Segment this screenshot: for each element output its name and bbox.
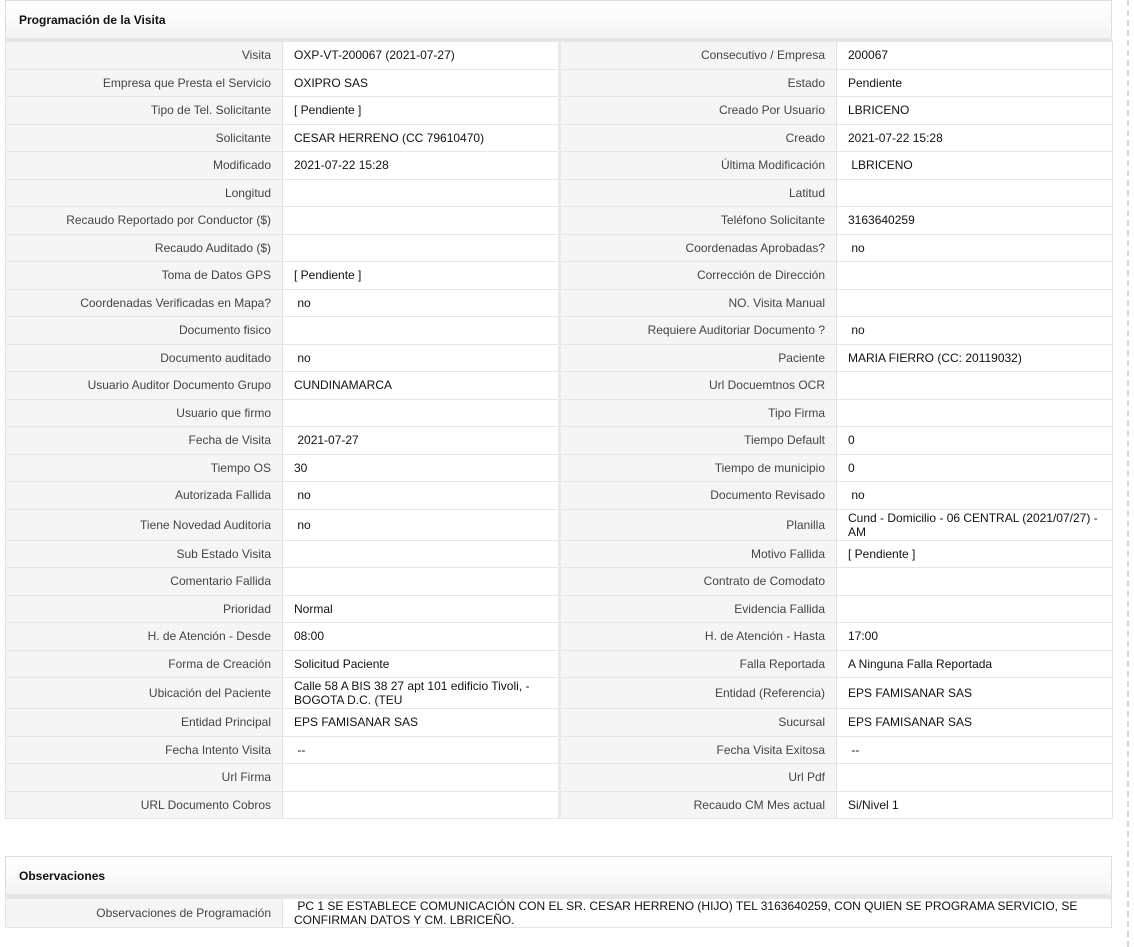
field-label: Sucursal <box>560 709 837 737</box>
field-label: Url Docuemtnos OCR <box>560 372 837 400</box>
field-value: [ Pendiente ] <box>837 540 1113 568</box>
field-label: Latitud <box>560 179 837 207</box>
field-label: Entidad (Referencia) <box>560 678 837 709</box>
field-label: Recaudo Reportado por Conductor ($) <box>6 207 283 235</box>
field-label: Prioridad <box>6 595 283 623</box>
field-value <box>837 595 1113 623</box>
field-label: Paciente <box>560 344 837 372</box>
field-label: Motivo Fallida <box>560 540 837 568</box>
field-row <box>6 568 1113 596</box>
field-row <box>6 179 1113 207</box>
field-value: Si/Nivel 1 <box>837 791 1113 819</box>
field-label: Tiempo de municipio <box>560 454 837 482</box>
field-value: CUNDINAMARCA <box>283 372 560 400</box>
field-row <box>6 427 1113 455</box>
field-row <box>6 317 1113 345</box>
field-row <box>6 764 1113 792</box>
field-value: LBRICENO <box>837 97 1113 125</box>
field-label: Fecha Intento Visita <box>6 736 283 764</box>
field-label: Url Firma <box>6 764 283 792</box>
field-value: A Ninguna Falla Reportada <box>837 650 1113 678</box>
field-row <box>6 207 1113 235</box>
field-label: Tiene Novedad Auditoria <box>6 509 283 540</box>
field-value: no <box>283 289 560 317</box>
field-label: Forma de Creación <box>6 650 283 678</box>
field-value: Pendiente <box>837 69 1113 97</box>
field-label: Entidad Principal <box>6 709 283 737</box>
field-value <box>837 764 1113 792</box>
page-divider <box>1127 0 1129 947</box>
field-label: Fecha Visita Exitosa <box>560 736 837 764</box>
field-label: Recaudo CM Mes actual <box>560 791 837 819</box>
field-value <box>837 568 1113 596</box>
field-value: 0 <box>837 454 1113 482</box>
programacion-header: Programación de la Visita <box>5 0 1112 38</box>
field-value: OXIPRO SAS <box>283 69 560 97</box>
field-row <box>6 650 1113 678</box>
field-value: -- <box>283 736 560 764</box>
field-value <box>283 540 560 568</box>
field-label: Última Modificación <box>560 152 837 180</box>
field-label: Documento fisico <box>6 317 283 345</box>
field-value: no <box>283 509 560 540</box>
field-value: OXP-VT-200067 (2021-07-27) <box>283 42 560 70</box>
field-value: CESAR HERRENO (CC 79610470) <box>283 124 560 152</box>
field-row <box>6 152 1113 180</box>
field-label: Toma de Datos GPS <box>6 262 283 290</box>
field-row <box>6 42 1113 70</box>
field-value <box>283 179 560 207</box>
field-value: 08:00 <box>283 623 560 651</box>
observaciones-header: Observaciones <box>5 856 1112 894</box>
observaciones-label: Observaciones de Programación <box>6 899 283 928</box>
field-row <box>6 736 1113 764</box>
field-value: 0 <box>837 427 1113 455</box>
field-value: no <box>283 344 560 372</box>
field-row <box>6 509 1113 540</box>
field-value: no <box>837 234 1113 262</box>
field-row <box>6 791 1113 819</box>
field-value: EPS FAMISANAR SAS <box>837 709 1113 737</box>
field-label: Documento auditado <box>6 344 283 372</box>
field-label: Teléfono Solicitante <box>560 207 837 235</box>
field-label: Estado <box>560 69 837 97</box>
field-value: 2021-07-22 15:28 <box>837 124 1113 152</box>
field-value <box>837 289 1113 317</box>
field-value: 30 <box>283 454 560 482</box>
field-value <box>283 207 560 235</box>
field-label: Requiere Auditoriar Documento ? <box>560 317 837 345</box>
field-row <box>6 678 1113 709</box>
field-label: Autorizada Fallida <box>6 482 283 510</box>
field-row <box>6 262 1113 290</box>
observaciones-value: PC 1 SE ESTABLECE COMUNICACIÓN CON EL SR. CESAR HERRENO (HIJO) TEL 3163640259, CON QUIEN SE PROGRAMA SERVICIO, SE CONFIRMAN DATOS Y CM. LBRICEÑO. <box>283 899 1112 928</box>
field-label: Url Pdf <box>560 764 837 792</box>
field-label: Coordenadas Verificadas en Mapa? <box>6 289 283 317</box>
field-row <box>6 623 1113 651</box>
field-value <box>283 399 560 427</box>
field-row <box>6 124 1113 152</box>
programacion-panel <box>5 0 1112 819</box>
field-label: Ubicación del Paciente <box>6 678 283 709</box>
field-value: EPS FAMISANAR SAS <box>837 678 1113 709</box>
field-label: Longitud <box>6 179 283 207</box>
field-value: Calle 58 A BIS 38 27 apt 101 edificio Tivoli, - BOGOTA D.C. (TEU <box>283 678 560 709</box>
field-label: Empresa que Presta el Servicio <box>6 69 283 97</box>
field-value: Solicitud Paciente <box>283 650 560 678</box>
field-value: no <box>283 482 560 510</box>
field-label: Documento Revisado <box>560 482 837 510</box>
field-value <box>283 764 560 792</box>
field-label: Tipo Firma <box>560 399 837 427</box>
field-value: -- <box>837 736 1113 764</box>
field-label: Planilla <box>560 509 837 540</box>
field-value: 2021-07-22 15:28 <box>283 152 560 180</box>
field-label: Comentario Fallida <box>6 568 283 596</box>
field-row <box>6 372 1113 400</box>
field-value: no <box>837 317 1113 345</box>
field-value: no <box>837 482 1113 510</box>
field-row <box>6 234 1113 262</box>
field-value <box>283 791 560 819</box>
field-label: Creado <box>560 124 837 152</box>
field-value: LBRICENO <box>837 152 1113 180</box>
field-value <box>283 317 560 345</box>
field-label: H. de Atención - Desde <box>6 623 283 651</box>
field-value <box>837 372 1113 400</box>
field-value <box>837 262 1113 290</box>
observaciones-row <box>6 899 1112 928</box>
field-label: Tiempo OS <box>6 454 283 482</box>
programacion-table <box>5 41 1113 819</box>
field-label: Tiempo Default <box>560 427 837 455</box>
field-label: Consecutivo / Empresa <box>560 42 837 70</box>
field-label: Coordenadas Aprobadas? <box>560 234 837 262</box>
field-label: Creado Por Usuario <box>560 97 837 125</box>
field-row <box>6 399 1113 427</box>
observaciones-table <box>5 898 1112 928</box>
field-value <box>837 399 1113 427</box>
field-label: Corrección de Dirección <box>560 262 837 290</box>
field-value: Cund - Domicilio - 06 CENTRAL (2021/07/27) - AM <box>837 509 1113 540</box>
field-value: Normal <box>283 595 560 623</box>
field-label: Tipo de Tel. Solicitante <box>6 97 283 125</box>
field-row <box>6 344 1113 372</box>
field-label: Solicitante <box>6 124 283 152</box>
field-row <box>6 97 1113 125</box>
field-value: 3163640259 <box>837 207 1113 235</box>
field-value <box>283 568 560 596</box>
field-label: Usuario Auditor Documento Grupo <box>6 372 283 400</box>
field-value: 2021-07-27 <box>283 427 560 455</box>
field-value <box>283 234 560 262</box>
field-label: Falla Reportada <box>560 650 837 678</box>
observaciones-panel <box>5 856 1112 928</box>
field-row <box>6 69 1113 97</box>
field-value: [ Pendiente ] <box>283 262 560 290</box>
field-label: Evidencia Fallida <box>560 595 837 623</box>
field-label: Visita <box>6 42 283 70</box>
field-value: 17:00 <box>837 623 1113 651</box>
field-label: URL Documento Cobros <box>6 791 283 819</box>
field-label: Sub Estado Visita <box>6 540 283 568</box>
field-value <box>837 179 1113 207</box>
field-row <box>6 709 1113 737</box>
field-row <box>6 454 1113 482</box>
field-value: 200067 <box>837 42 1113 70</box>
field-row <box>6 540 1113 568</box>
field-label: Fecha de Visita <box>6 427 283 455</box>
field-row <box>6 595 1113 623</box>
field-value: [ Pendiente ] <box>283 97 560 125</box>
field-label: Contrato de Comodato <box>560 568 837 596</box>
field-row <box>6 289 1113 317</box>
field-label: Usuario que firmo <box>6 399 283 427</box>
field-label: NO. Visita Manual <box>560 289 837 317</box>
field-label: Modificado <box>6 152 283 180</box>
field-label: H. de Atención - Hasta <box>560 623 837 651</box>
field-value: EPS FAMISANAR SAS <box>283 709 560 737</box>
field-row <box>6 482 1113 510</box>
field-value: MARIA FIERRO (CC: 20119032) <box>837 344 1113 372</box>
field-label: Recaudo Auditado ($) <box>6 234 283 262</box>
